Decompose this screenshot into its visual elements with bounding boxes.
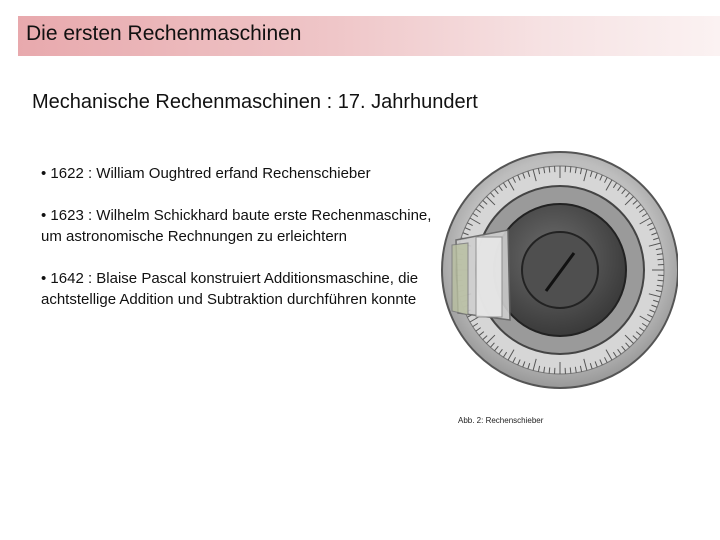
bullet-item-1623: • 1623 : Wilhelm Schickhard baute erste Rechenmaschine, um astronomische Rechnungen zu erleichtern [41, 206, 432, 245]
bullet-item-1642: • 1642 : Blaise Pascal konstruiert Additionsmaschine, die achtstellige Addition und Subtraktion durchführen konnte [41, 269, 419, 308]
bullet-list [41, 163, 436, 331]
bullet-item-1622: • 1622 : William Oughtred erfand Rechenschieber [41, 165, 371, 182]
scale-tick [549, 167, 550, 173]
scale-tick [657, 280, 663, 281]
slide-rule-drawing [438, 145, 678, 400]
scale-tick [549, 367, 550, 373]
scale-tick [570, 167, 571, 173]
scale-tick [570, 367, 571, 373]
circular-slide-rule-image [438, 145, 678, 400]
slide-header-bar [18, 16, 720, 56]
scale-tick [657, 259, 663, 260]
slide-subtitle: Mechanische Rechenmaschinen : 17. Jahrhundert [32, 91, 478, 113]
slide-title: Die ersten Rechenmaschinen [26, 22, 302, 45]
figure-caption: Abb. 2: Rechenschieber [458, 416, 544, 425]
